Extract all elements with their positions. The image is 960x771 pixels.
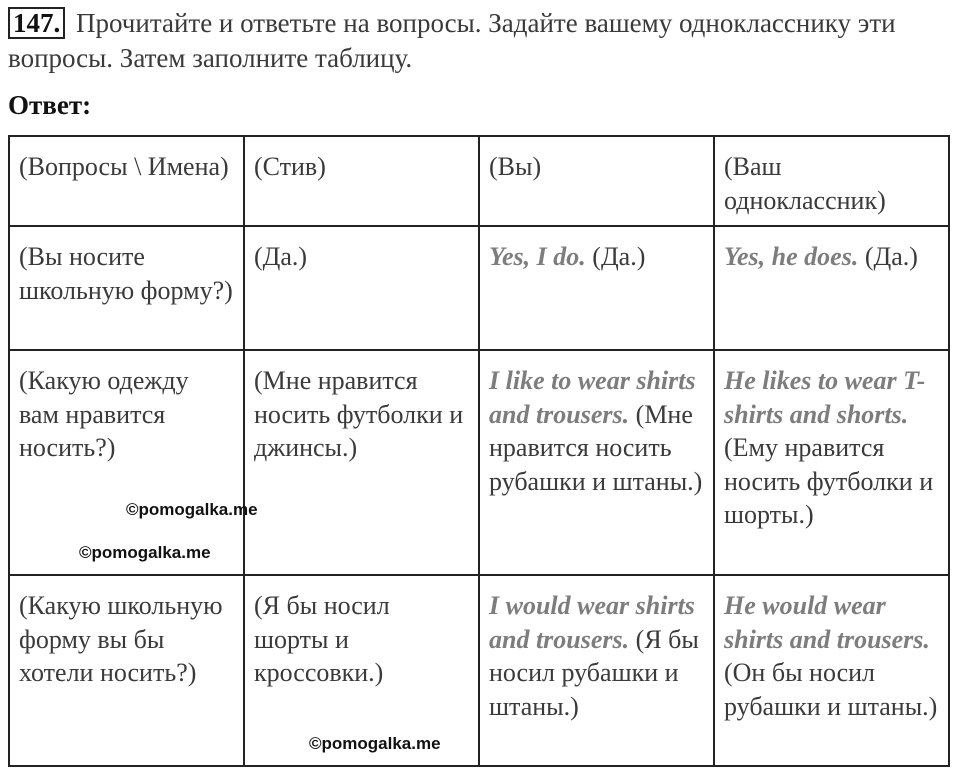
watermark: ©pomogalka.me [79, 543, 211, 562]
you-answer-english: Yes, I do. [489, 242, 586, 271]
task-statement [8, 6, 948, 76]
task-number: 147. [8, 7, 65, 39]
header-cell-classmate: (Ваш одноклассник) [714, 136, 949, 226]
table-row [9, 575, 949, 766]
header-cell-questions: (Вопросы \ Имена) [9, 136, 244, 226]
steve-answer-cell: (Мне нравится носить футболки и джинсы.) [244, 350, 479, 575]
you-answer-cell [479, 350, 714, 575]
table-header-row [9, 136, 949, 226]
question-cell: (Какую одежду вам нравится носить?) [9, 350, 244, 575]
classmate-answer-russian: (Он бы носил рубашки и штаны.) [724, 658, 938, 721]
table-row [9, 226, 949, 350]
you-answer-cell [479, 226, 714, 350]
watermark: ©pomogalka.me [126, 500, 258, 519]
classmate-answer-english: He likes to wear T-shirts and shorts. [724, 366, 926, 429]
classmate-answer-russian: (Ему нравится носить футболки и шорты.) [724, 433, 934, 529]
question-cell: (Какую школьную форму вы бы хотели носить?) [9, 575, 244, 766]
answer-table [8, 135, 950, 767]
classmate-answer-russian: (Да.) [864, 242, 918, 271]
steve-answer-cell: (Я бы носил шорты и кроссовки.) [244, 575, 479, 766]
header-cell-you: (Вы) [479, 136, 714, 226]
steve-answer-cell: (Да.) [244, 226, 479, 350]
header-cell-steve: (Стив) [244, 136, 479, 226]
you-answer-russian: (Да.) [592, 242, 646, 271]
you-answer-russian: (Я бы носил рубашки и штаны.) [489, 624, 699, 721]
watermark: ©pomogalka.me [309, 734, 441, 753]
you-answer-cell [479, 575, 714, 766]
table-row [9, 350, 949, 575]
question-cell: (Вы носите школьную форму?) [9, 226, 244, 350]
answer-label: Ответ: [8, 90, 92, 120]
classmate-answer-cell [714, 350, 949, 575]
task-text: Прочитайте и ответьте на вопросы. Задайте вашему однокласснику эти вопросы. Затем заполните таблицу. [8, 8, 896, 73]
you-answer-english: I would wear shirts and trousers. [489, 591, 695, 654]
classmate-answer-cell [714, 575, 949, 766]
classmate-answer-cell [714, 226, 949, 350]
you-answer-russian: (Мне нравится носить рубашки и штаны.) [489, 399, 703, 496]
classmate-answer-english: He would wear shirts and trousers. [724, 591, 930, 654]
classmate-answer-english: Yes, he does. [724, 242, 859, 271]
you-answer-english: I like to wear shirts and trousers. [489, 366, 696, 429]
